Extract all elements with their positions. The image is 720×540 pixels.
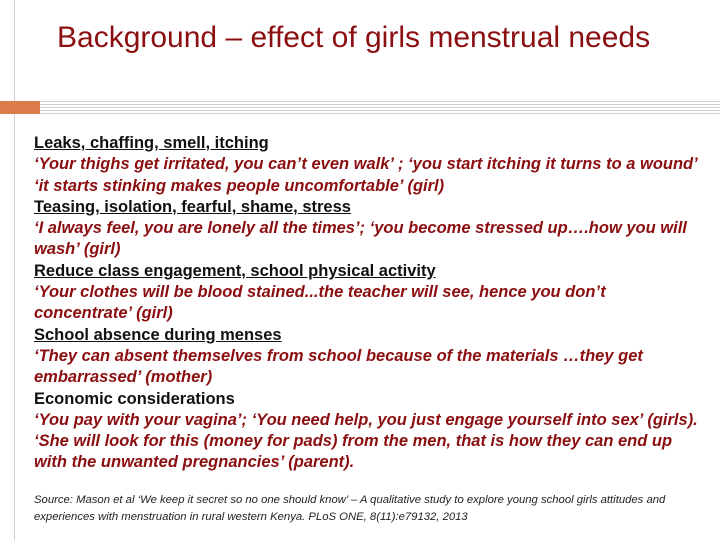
title-divider bbox=[40, 101, 720, 114]
accent-bar bbox=[0, 101, 40, 114]
section-quote-economic: ‘You pay with your vagina’; ‘You need help, you just engage yourself into sex’ (girls). ‘She will look for this (money for pads) from the men, that is how they can end up with the unwanted pregnancies’ (parent). bbox=[34, 410, 698, 472]
slide-title: Background – effect of girls menstrual needs bbox=[57, 21, 651, 54]
section-quote-class-engagement: ‘Your clothes will be blood stained...the teacher will see, hence you don’t concentrate’ (girl) bbox=[34, 283, 606, 323]
slide-body bbox=[34, 133, 706, 474]
section-heading-teasing: Teasing, isolation, fearful, shame, stress bbox=[34, 197, 351, 216]
section-quote-teasing: ‘I always feel, you are lonely all the times’; ‘you become stressed up….how you will wash’ (girl) bbox=[34, 219, 687, 259]
section-heading-economic: Economic considerations bbox=[34, 389, 235, 408]
source-citation: Source: Mason et al ‘We keep it secret so no one should know’ – A qualitative study to explore young school girls attitudes and experiences with menstruation in rural western Kenya. PLoS ONE, 8(11):e79132, 2013 bbox=[34, 494, 666, 523]
section-heading-school-absence: School absence during menses bbox=[34, 325, 282, 344]
section-heading-leaks: Leaks, chaffing, smell, itching bbox=[34, 134, 269, 152]
section-quote-school-absence: ‘They can absent themselves from school because of the materials …they get embarrassed’ (mother) bbox=[34, 346, 643, 387]
left-margin-rule bbox=[14, 0, 15, 540]
section-quote-leaks: ‘Your thighs get irritated, you can’t even walk’ ; ‘you start itching it turns to a wound’ ‘it starts stinking makes people uncomfortable’ (girl) bbox=[34, 155, 698, 195]
section-heading-class-engagement: Reduce class engagement, school physical activity bbox=[34, 261, 436, 280]
